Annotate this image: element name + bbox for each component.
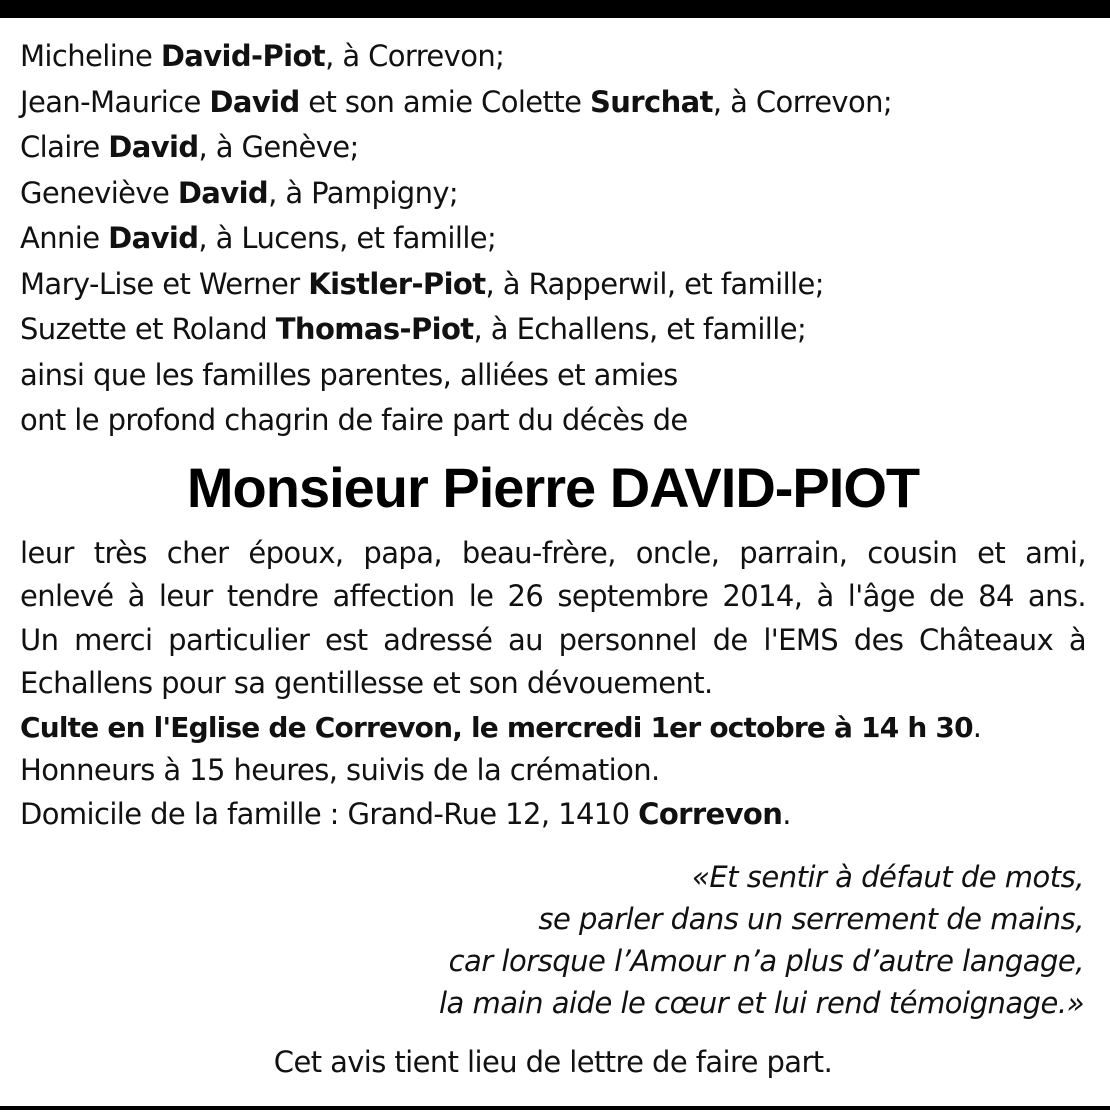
family-name: Thomas-Piot — [275, 312, 474, 346]
family-name: David-Piot — [160, 39, 326, 73]
deceased-name-heading: Monsieur Pierre DAVID-PIOT — [186, 455, 920, 519]
poem-line: car lorsque l’Amour n’a plus d’autre langage, — [448, 944, 1084, 978]
family-line-suffix: , à Rapperwil, et famille; — [485, 266, 824, 301]
notice-body — [20, 532, 1086, 837]
domicile-punctuation: . — [782, 796, 791, 831]
family-line-prefix: Mary-Lise et Werner — [20, 266, 309, 301]
family-line — [20, 216, 1086, 262]
family-line — [20, 307, 1086, 353]
family-line-prefix: Annie — [20, 221, 109, 255]
service-punctuation: . — [972, 709, 982, 744]
body-line: Echallens pour sa gentillesse et son dévouement. — [20, 666, 713, 700]
family-name: Kistler-Piot — [308, 266, 486, 301]
domicile-town: Correvon — [638, 796, 783, 831]
family-line-suffix: , à Lucens, et famille; — [198, 221, 497, 255]
service-line — [20, 706, 1086, 750]
family-name: David — [108, 130, 199, 164]
intro-line: ont le profond chagrin de faire part du décès de — [20, 403, 688, 437]
intro-line: ainsi que les familles parentes, alliées et amies — [20, 357, 678, 392]
service-details: Culte en l'Eglise de Correvon, le mercredi 1er octobre à 14 h 30 — [20, 710, 973, 744]
poem-quote — [20, 856, 1086, 1024]
family-line-suffix: , à Echallens, et famille; — [473, 312, 807, 346]
family-line-suffix: , à Genève; — [198, 130, 359, 164]
family-line-prefix: Suzette et Roland — [20, 312, 276, 346]
family-line — [20, 34, 1086, 80]
family-line-prefix: Micheline — [20, 39, 161, 73]
body-line: Un merci particulier est adressé au personnel de l'EMS des Châteaux à — [20, 622, 1086, 657]
family-line — [20, 171, 1086, 217]
family-name: David — [177, 175, 269, 210]
family-line-suffix: , à Pampigny; — [268, 175, 459, 210]
family-line-middle: et son amie Colette — [299, 84, 590, 119]
family-line-prefix: Claire — [20, 130, 109, 164]
family-line — [20, 80, 1086, 126]
body-line: leur très cher époux, papa, beau-frère, oncle, parrain, cousin et ami, — [20, 535, 1086, 570]
family-line — [20, 125, 1086, 171]
family-name: Surchat — [589, 84, 713, 119]
honours-line: Honneurs à 15 heures, suivis de la crémation. — [20, 753, 660, 787]
family-line — [20, 262, 1086, 308]
poem-line: «Et sentir à défaut de mots, — [691, 860, 1084, 894]
family-line-prefix: Jean-Maurice — [20, 84, 210, 119]
body-line: enlevé à leur tendre affection le 26 septembre 2014, à l'âge de 84 ans. — [20, 579, 1086, 613]
family-line-suffix: , à Correvon; — [712, 84, 893, 119]
domicile-line — [20, 793, 1086, 837]
obituary-notice — [20, 34, 1086, 1082]
poem-line: la main aide le cœur et lui rend témoignage.» — [438, 986, 1084, 1020]
family-name: David — [209, 84, 300, 119]
family-line-prefix: Geneviève — [20, 175, 178, 210]
domicile-address: Domicile de la famille : Grand-Rue 12, 1410 — [20, 796, 639, 831]
footer-note: Cet avis tient lieu de lettre de faire part. — [273, 1045, 833, 1079]
family-line-suffix: , à Correvon; — [325, 39, 505, 73]
poem-line: se parler dans un serrement de mains, — [538, 902, 1084, 936]
bottom-border-rule — [0, 1106, 1110, 1110]
family-list — [20, 34, 1086, 444]
top-border-rule — [0, 0, 1110, 18]
family-name: David — [108, 221, 199, 255]
